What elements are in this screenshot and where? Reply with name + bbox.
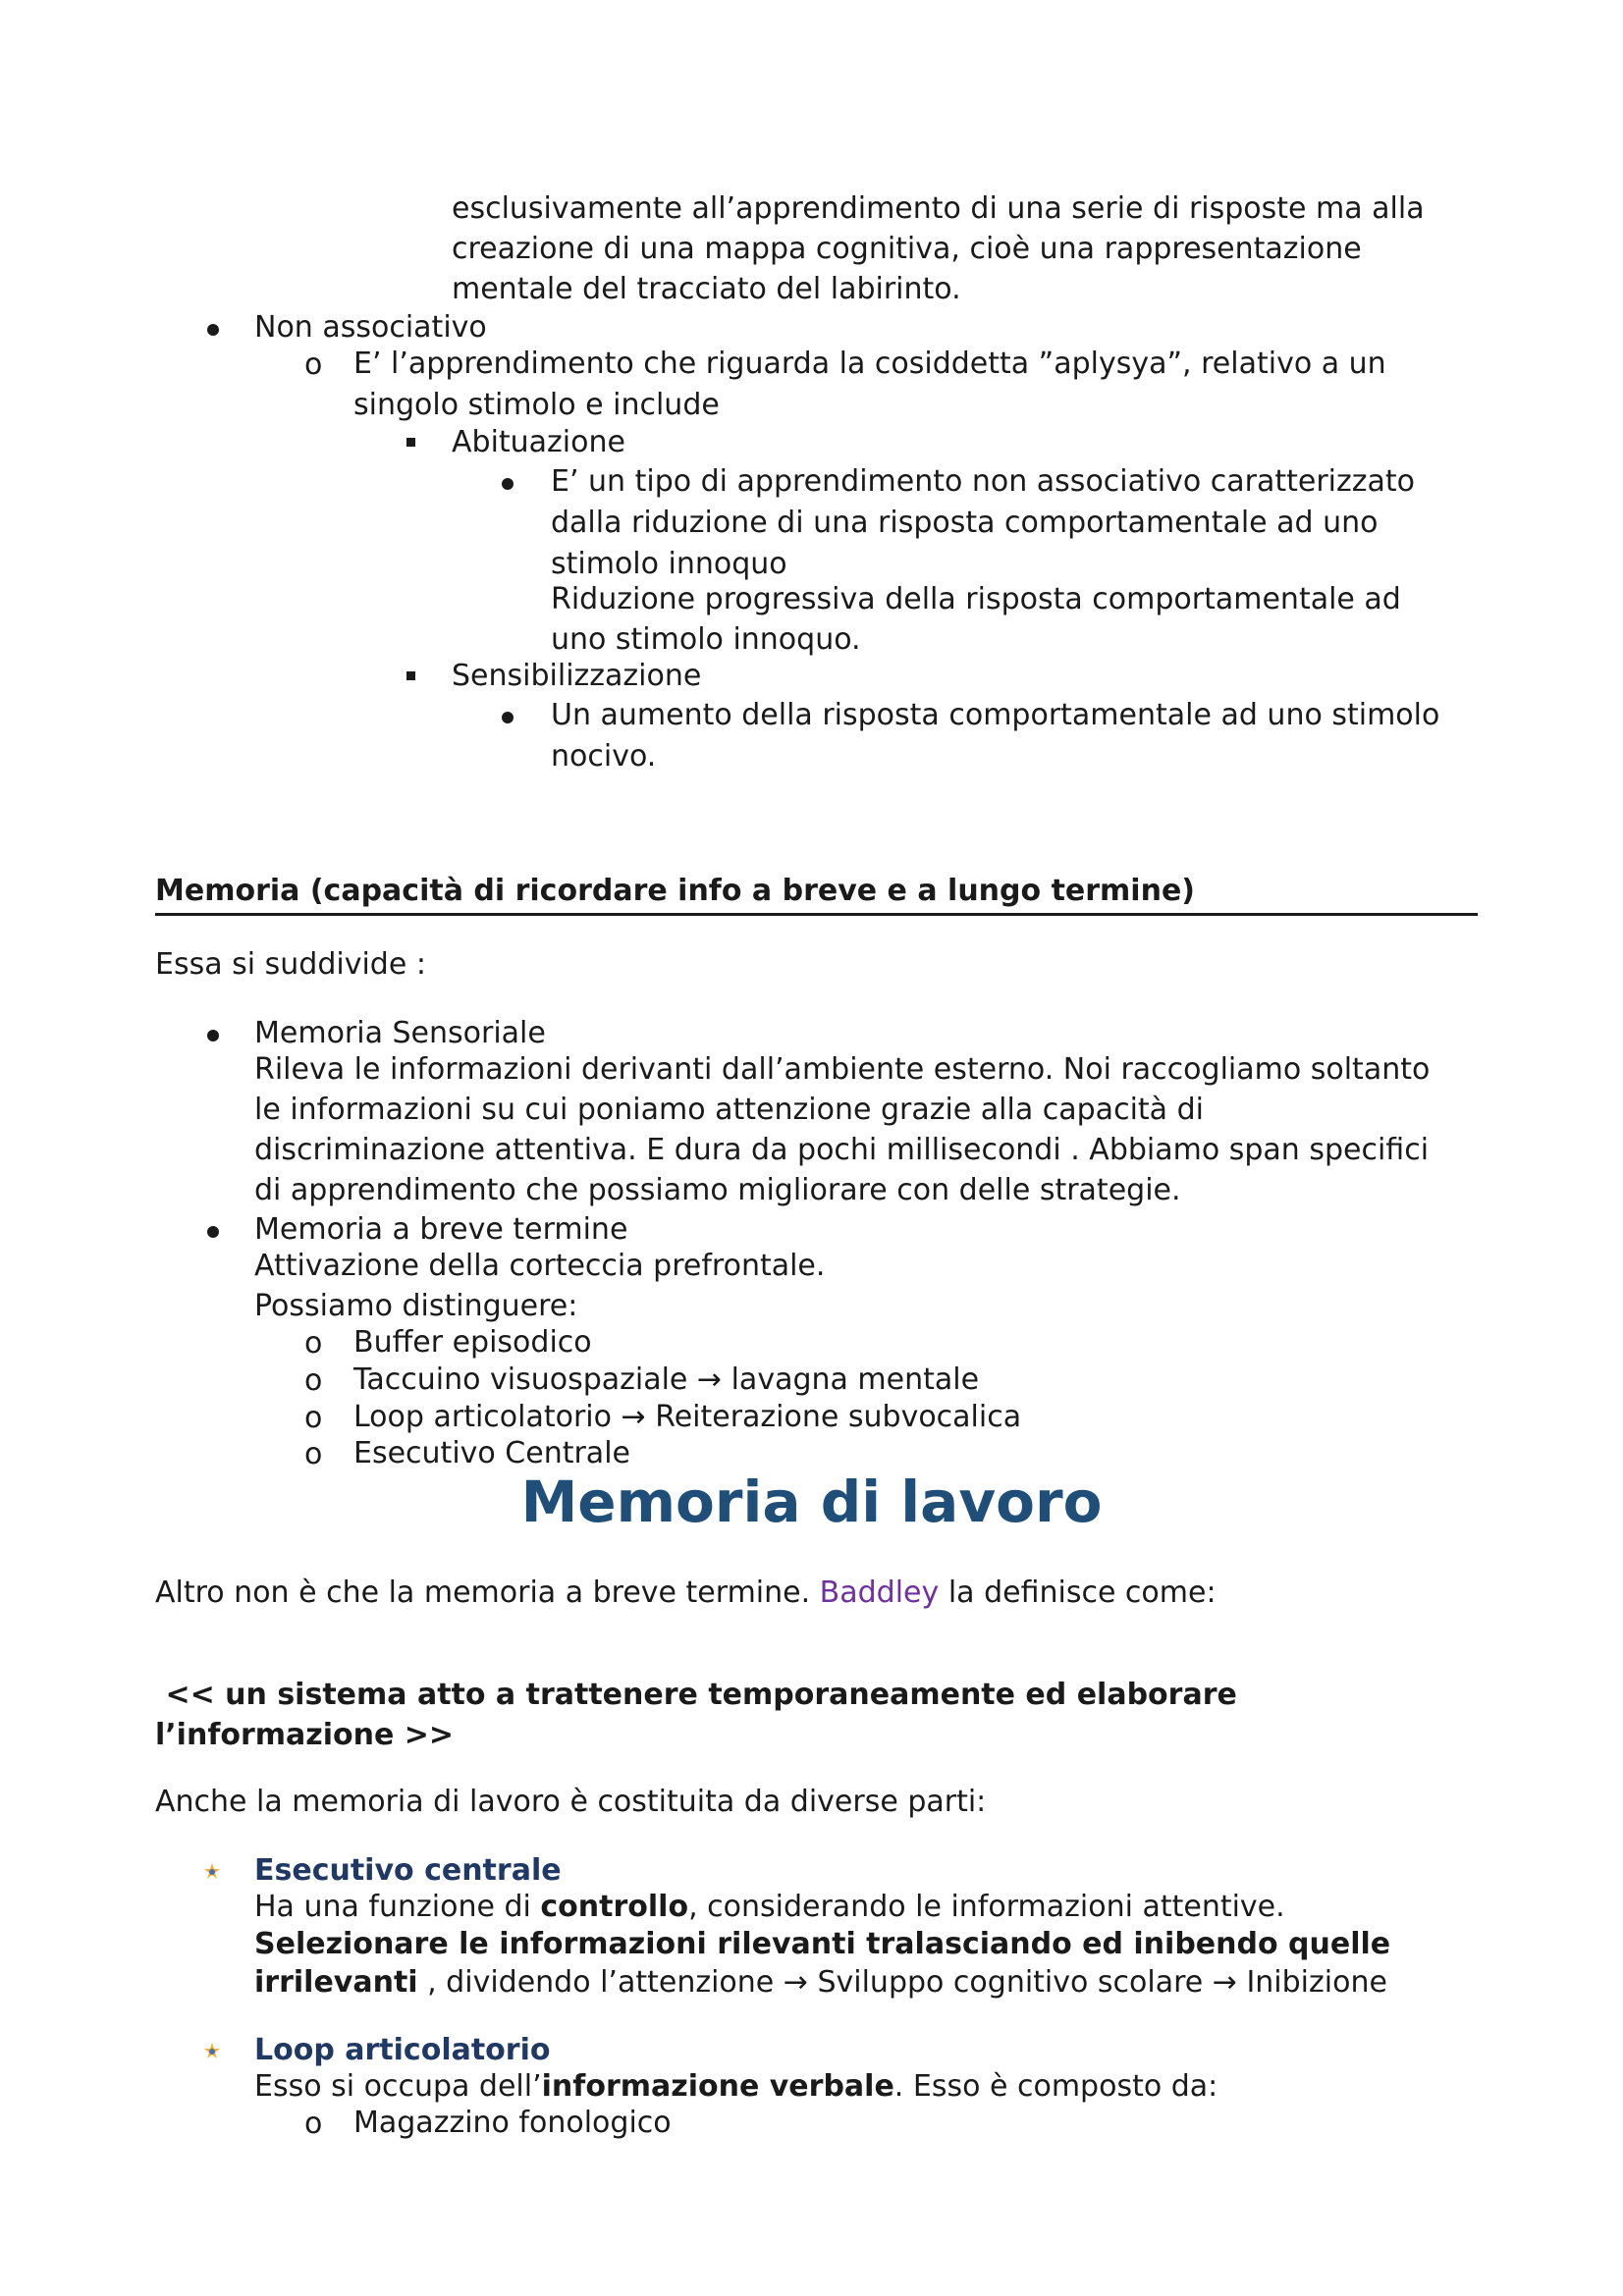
text-line: mentale del tracciato del labirinto.: [452, 272, 961, 306]
text-line: Attivazione della corteccia prefrontale.: [254, 1249, 826, 1283]
text-span: , considerando le informazioni attentive.: [688, 1890, 1285, 1924]
list-item: Loop articolatorio → Reiterazione subvocalica: [353, 1400, 1022, 1434]
text-span: Esso si occupa dell’: [254, 2069, 542, 2104]
author-name: Baddley: [819, 1575, 940, 1610]
circle-marker: o: [304, 1326, 323, 1361]
text-line: esclusivamente all’apprendimento di una serie di risposte ma alla: [452, 191, 1425, 226]
text-line: Essa si suddivide :: [155, 947, 426, 982]
text-span: la definisce come:: [939, 1575, 1217, 1610]
quote-line: << un sistema atto a trattenere temporaneamente ed elaborare: [155, 1678, 1237, 1712]
bullet-dot-icon: [502, 478, 514, 490]
text-line: Anche la memoria di lavoro è costituita da diverse parti:: [155, 1785, 987, 1819]
list-item-label: Abituazione: [452, 425, 625, 459]
subsection-heading: Esecutivo centrale: [254, 1853, 562, 1888]
text-line: [254, 1965, 1387, 2000]
list-item: Magazzino fonologico: [353, 2106, 672, 2140]
square-bullet-icon: [406, 671, 415, 680]
bold-term: controllo: [540, 1890, 689, 1924]
text-line: [254, 1890, 1285, 1924]
bold-term: informazione verbale: [541, 2069, 894, 2104]
star-bullet-icon: [204, 1863, 220, 1879]
text-line: E’ un tipo di apprendimento non associativo caratterizzato: [551, 464, 1415, 499]
text-line: Riduzione progressiva della risposta comportamentale ad: [551, 582, 1401, 616]
circle-marker: o: [304, 2107, 323, 2141]
text-line: stimolo innoquo: [551, 547, 787, 581]
text-span: Altro non è che la memoria a breve termine.: [155, 1575, 820, 1610]
circle-marker: o: [304, 347, 323, 382]
list-item: Buffer episodico: [353, 1325, 592, 1360]
text-line: creazione di una mappa cognitiva, cioè una rappresentazione: [452, 232, 1362, 266]
text-line: E’ l’apprendimento che riguarda la cosiddetta ”aplysya”, relativo a un: [353, 347, 1386, 381]
page-title: Memoria di lavoro: [520, 1468, 1103, 1535]
bullet-dot-icon: [207, 324, 219, 336]
text-line: discriminazione attentiva. E dura da pochi millisecondi . Abbiamo span specifici: [254, 1133, 1430, 1167]
text-line: di apprendimento che possiamo migliorare con delle strategie.: [254, 1173, 1181, 1207]
bold-term: irrilevanti: [254, 1965, 418, 2000]
heading-underline: [155, 913, 1478, 916]
bullet-dot-icon: [502, 712, 514, 723]
text-line: Selezionare le informazioni rilevanti tralasciando ed inibendo quelle: [254, 1927, 1391, 1961]
circle-marker: o: [304, 1363, 323, 1398]
circle-marker: o: [304, 1437, 323, 1471]
star-bullet-icon: [204, 2043, 220, 2058]
list-item-label: Non associativo: [254, 310, 487, 345]
list-item: Taccuino visuospaziale → lavagna mentale: [353, 1362, 980, 1397]
text-line: Possiamo distinguere:: [254, 1289, 578, 1323]
text-span: , dividendo l’attenzione → Sviluppo cognitivo scolare → Inibizione: [417, 1965, 1387, 2000]
quote-line: l’informazione >>: [155, 1718, 455, 1752]
bullet-dot-icon: [207, 1030, 219, 1041]
text-span: Ha una funzione di: [254, 1890, 541, 1924]
list-item-label: Memoria Sensoriale: [254, 1016, 546, 1050]
list-item-label: Memoria a breve termine: [254, 1212, 628, 1247]
text-line: nocivo.: [551, 739, 657, 774]
section-heading: Memoria (capacità di ricordare info a breve e a lungo termine): [155, 874, 1196, 908]
list-item-label: Sensibilizzazione: [452, 659, 702, 693]
subsection-heading: Loop articolatorio: [254, 2033, 551, 2067]
bullet-dot-icon: [207, 1226, 219, 1238]
list-item: Esecutivo Centrale: [353, 1436, 630, 1470]
text-line: Un aumento della risposta comportamentale ad uno stimolo: [551, 698, 1440, 732]
text-line: singolo stimolo e include: [353, 388, 720, 422]
text-line: uno stimolo innoquo.: [551, 622, 861, 657]
text-line: le informazioni su cui poniamo attenzione grazie alla capacità di: [254, 1093, 1204, 1127]
text-line: [254, 2069, 1218, 2104]
text-line: dalla riduzione di una risposta comportamentale ad uno: [551, 506, 1379, 540]
circle-marker: o: [304, 1401, 323, 1435]
text-line: [155, 1575, 1217, 1610]
text-line: Rileva le informazioni derivanti dall’ambiente esterno. Noi raccogliamo soltanto: [254, 1052, 1431, 1087]
text-span: . Esso è composto da:: [893, 2069, 1218, 2104]
square-bullet-icon: [406, 438, 415, 447]
